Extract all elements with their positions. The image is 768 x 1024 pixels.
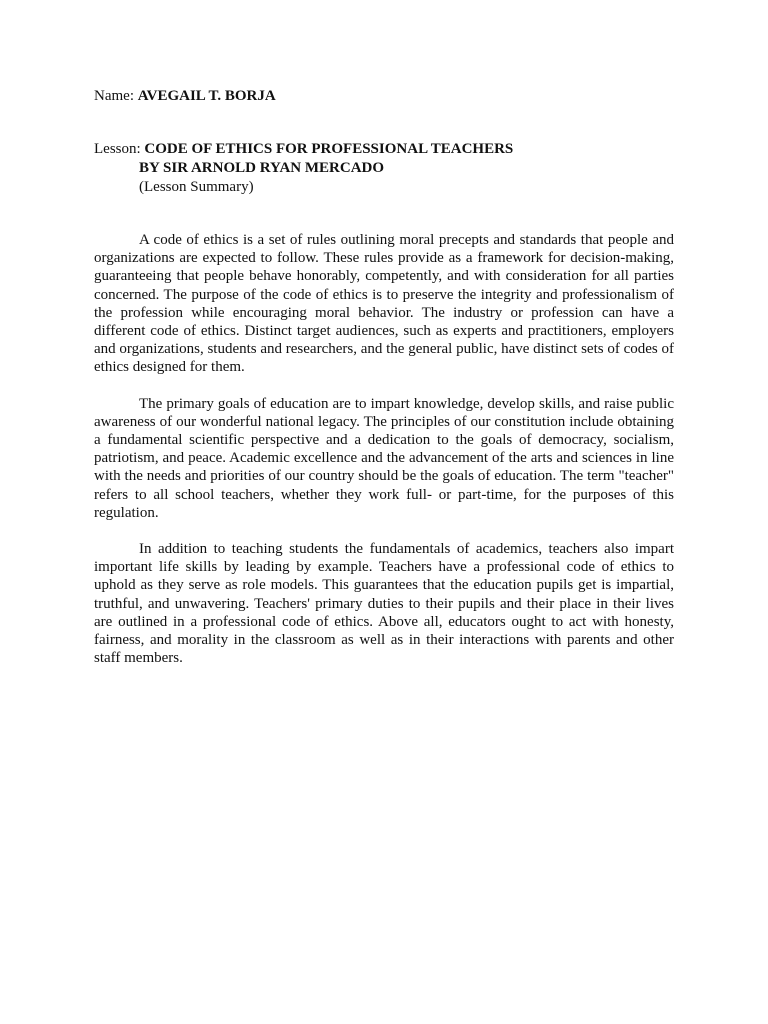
- lesson-block: [94, 140, 674, 197]
- paragraph-2: The primary goals of education are to impart knowledge, develop skills, and raise public awareness of our wonderful national legacy. The principles of our constitution include obtaining a fundamental scientific perspective and a dedication to the goals of democracy, socialism, patriotism, and peace. Academic excellence and the advancement of the arts and sciences in line with the needs and priorities of our country should be the goals of education. The term "teacher" refers to all school teachers, whether they work full- or part-time, for the purposes of this regulation.: [94, 395, 674, 521]
- lesson-note-line: [139, 178, 674, 197]
- student-name: AVEGAIL T. BORJA: [137, 88, 276, 104]
- lesson-author: BY SIR ARNOLD RYAN MERCADO: [139, 160, 385, 176]
- paragraph-1: A code of ethics is a set of rules outlining moral precepts and standards that people and organizations are expected to follow. These rules provide as a framework for decision-making, guaranteeing that people behave honorably, competently, and with consideration for all parties concerned. The purpose of the code of ethics is to preserve the integrity and professionalism of the profession while encouraging moral behavior. The industry or profession can have a different code of ethics. Distinct target audiences, such as experts and practitioners, employers and organizations, students and researchers, and the general public, have distinct sets of codes of ethics designed for them.: [94, 232, 674, 376]
- document-page: [94, 86, 674, 685]
- lesson-line: [94, 140, 674, 159]
- lesson-title: CODE OF ETHICS FOR PROFESSIONAL TEACHERS: [144, 141, 514, 157]
- paragraph-3: In addition to teaching students the fundamentals of academics, teachers also impart important life skills by leading by example. Teachers have a professional code of ethics to uphold as they serve as role models. This guarantees that the education pupils get is impartial, truthful, and unwavering. Teachers' primary duties to their pupils and their place in their lives are outlined in a professional code of ethics. Above all, educators ought to act with honesty, fairness, and morality in the classroom as well as in their interactions with parents and other staff members.: [94, 541, 674, 667]
- lesson-note: (Lesson Summary): [139, 179, 254, 195]
- summary-body: [94, 231, 674, 667]
- name-line: [94, 86, 674, 106]
- lesson-label: Lesson:: [94, 141, 141, 157]
- lesson-author-line: [139, 159, 674, 178]
- name-label: Name:: [94, 88, 134, 104]
